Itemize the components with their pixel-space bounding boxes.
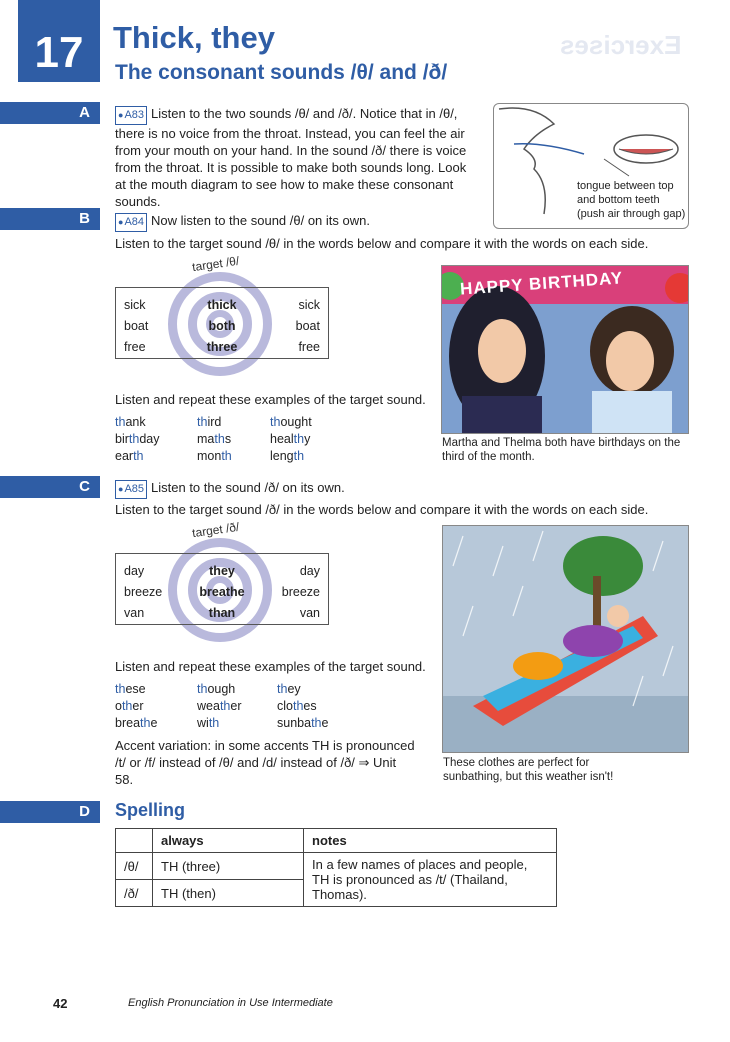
section-c-repeat: Listen and repeat these examples of the target sound.: [115, 659, 426, 674]
example-word: healthy: [270, 432, 311, 446]
section-a-body: Listen to the two sounds /θ/ and /ð/. Notice that in /θ/, there is no voice from the throat. Instead, you can feel the air from your mouth on your hand. In the sound /ð/ there is voice from the throat. It is possible to make both sounds long. Look at the mouth diagram to see how to make these consonant sounds.: [115, 106, 467, 209]
table-cell: /θ/: [116, 853, 153, 880]
example-word: they: [277, 682, 301, 696]
table-header: [116, 829, 153, 853]
example-word: sunbathe: [277, 716, 329, 730]
sunbathing-illustration: [442, 525, 689, 753]
target-words: thick both three: [206, 298, 238, 354]
example-word: thought: [270, 415, 312, 429]
left-words: sick boat free: [124, 298, 149, 354]
book-title: English Pronunciation in Use Intermediate: [128, 997, 333, 1009]
compare-box-eth: [115, 553, 329, 625]
section-c-intro-text: Listen to the sound /ð/ on its own.: [151, 480, 345, 495]
page-title: Thick, they: [113, 20, 275, 55]
section-b-intro-text: Now listen to the sound /θ/ on its own.: [151, 213, 370, 228]
birthday-banner: HAPPY BIRTHDAY: [459, 268, 624, 299]
table-header: always: [153, 829, 304, 853]
table-header-row: [116, 829, 557, 853]
diagram-caption: tongue between top and bottom teeth (push air through gap): [577, 180, 686, 220]
section-c-instruction: Listen to the target sound /ð/ in the words below and compare it with the words on each side.: [115, 502, 649, 517]
example-word: clothes: [277, 699, 317, 713]
section-c-intro: [115, 479, 445, 499]
table-cell: TH (then): [153, 880, 304, 907]
audio-track-a84[interactable]: ● A84: [115, 213, 147, 232]
section-a-tab: A: [0, 102, 100, 124]
example-word: earth: [115, 449, 144, 463]
right-words: day breeze van: [281, 564, 320, 620]
example-word: with: [197, 716, 220, 730]
table-cell-notes: In a few names of places and people, TH is pronounced as /t/ (Thailand, Thomas).: [304, 853, 557, 907]
spelling-heading: Spelling: [115, 800, 186, 820]
birthday-illustration: [441, 265, 689, 434]
spelling-table: [115, 828, 557, 907]
birthday-caption: Martha and Thelma both have birthdays on the third of the month.: [442, 437, 681, 463]
unit-number: 17: [18, 0, 100, 82]
example-word: thank: [115, 415, 146, 429]
example-word: these: [115, 682, 146, 696]
sunbathing-illustration-svg: [443, 526, 688, 752]
section-d-tab: D: [0, 801, 100, 823]
page-subtitle: The consonant sounds /θ/ and /ð/: [115, 61, 448, 84]
section-b-tab: B: [0, 208, 100, 230]
section-b-repeat: Listen and repeat these examples of the target sound.: [115, 392, 426, 407]
audio-track-a85[interactable]: ● A85: [115, 480, 147, 499]
accent-note: Accent variation: in some accents TH is pronounced /t/ or /f/ instead of /θ/ and /d/ instead of /ð/ ⇒ Unit 58.: [115, 738, 415, 787]
example-word: maths: [197, 432, 232, 446]
section-b-instruction: Listen to the target sound /θ/ in the words below and compare it with the words on each side.: [115, 236, 649, 251]
example-word: third: [197, 415, 222, 429]
right-words: sick boat free: [295, 298, 320, 354]
target-label-eth: target /ð/: [191, 519, 241, 541]
ghost-heading: Exercises: [560, 30, 682, 60]
table-cell: /ð/: [116, 880, 153, 907]
example-word: other: [115, 699, 144, 713]
page-number: 42: [53, 996, 68, 1011]
example-word: though: [197, 682, 236, 696]
target-label-theta: target /θ/: [191, 253, 241, 275]
table-header: notes: [304, 829, 557, 853]
table-cell: TH (three): [153, 853, 304, 880]
section-a-text: [115, 105, 480, 210]
sunbathing-caption: These clothes are perfect for sunbathing, but this weather isn't!: [443, 757, 614, 783]
target-words: they breathe than: [199, 564, 245, 620]
compare-box-theta: [115, 287, 329, 359]
mouth-diagram: [493, 103, 689, 229]
left-words: day breeze van: [124, 564, 163, 620]
example-word: month: [197, 449, 232, 463]
table-row: [116, 853, 557, 880]
section-b-intro: [115, 212, 445, 232]
example-word: length: [270, 449, 305, 463]
audio-track-a83[interactable]: ● A83: [115, 106, 147, 125]
section-c-tab: C: [0, 476, 100, 498]
example-word: breathe: [115, 716, 158, 730]
example-word: weather: [197, 699, 242, 713]
example-word: birthday: [115, 432, 160, 446]
